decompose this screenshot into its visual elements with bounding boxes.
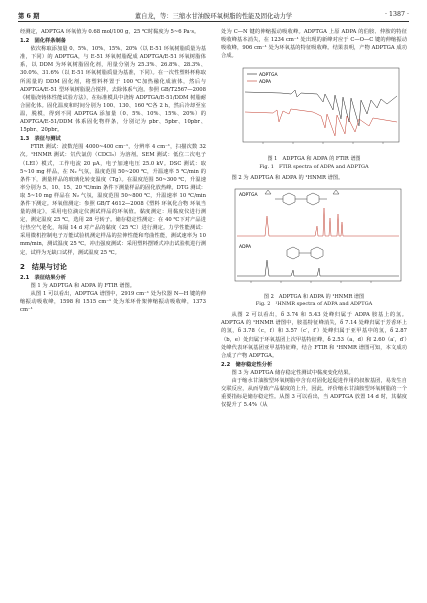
adptga-nmr-spectrum xyxy=(237,208,399,236)
paragraph: 图 2 为 ADPTGA 和 ADPA 的 ¹HNMR 谱图。 xyxy=(231,174,344,181)
section-heading-1-2: 1.2 固化样条制备 xyxy=(20,38,67,45)
figure-2-caption-en: Fig. 2 ¹HNMR spectra of ADPA and ADPTGA xyxy=(255,301,373,308)
figure-1-caption-en: Fig. 1 FTIR spectra of ADPA and ADPTGA xyxy=(259,163,369,170)
section-heading-2-2: 2.2 储存稳定性分析 xyxy=(221,361,273,368)
adpa-structure xyxy=(287,247,323,259)
paragraph: 经测定，ADPTGA 环氧值为 0.68 mol/100 g，25 ℃时黏度为 5~6 Pa·s。 xyxy=(20,29,200,35)
hnmr-spectra-plot xyxy=(221,186,407,294)
paragraph: 由于缩水甘油胺型环氧树脂中含有对固化起促进作用的叔胺基团，易发生自交联反应，从而导致产品黏度的上升，因此，评价缩水甘油胺型环氧树脂的一个重要指标是储存稳定性。从图 3 可以看出，当 ADPTGA 放置 14 d 时，其黏度仅提升了 5.4%（从 xyxy=(221,378,407,409)
paragraph: 依次称取添加量 0、5%、10%、15%、20%（以 E-51 环氧树脂质量为基准，下同）的 ADPTGA，与 E-51 环氧树脂配成 ADPTGA/E-51 环氧树脂体系，以 DDM 为环氧树脂固化剂，用量分别为 25.3%、26.8%、28.3%、30.0%、31.6%（以 E-51 环氧树脂质量为基准，下同）。在一次性塑料杯称取所需量的 DDM 固化剂，将塑料杯置于 100 ℃加热融化成液体，然后与 ADPTGA/E-51 型环氧树脂混合搅拌，去除体系气泡。参照 GB/T2567—2008《树脂浇铸体性能试验方法》，在标准模具中浇铸 ADPTGA/E-51/DDM 树脂耐合固化体。固化温度和时间分别为 100、130、160 ℃各 2 h，然后冷却至室温，脱模，得到不同 ADPTGA 添加量（0、5%、10%、15%、20%）的 ADPTGA/E-51/DDM 体系固化物样条，分别记为 pbr、5pbr、10pbr、15pbr、20pbr。 xyxy=(20,46,206,134)
section-heading-1-3: 1.3 表征与测试 xyxy=(20,136,61,143)
issue-number: 第 6 期 xyxy=(18,13,40,20)
paragraph: FTIR 测试：波数范围 4000~400 cm⁻¹，分辨率 4 cm⁻¹，扫描次数 32 次。¹HNMR 测试：氘代氯仿（CDCl₃）为溶剂。SEM 测试：低位二次电子（LEI）模式，工作电流 20 μA，电子加速电压 25.0 kV。DSC 测试：取 5~10 mg 样品，在 N₂ 气氛，温度范围 50~200 ℃，升温速率 5 ℃/min 的条件下，测量样品的玻璃化转变温度（Tg）。在温度范围 50~300 ℃，升温速率分别为 5、10、15、20 ℃/min 条件下测量样品的固化放热峰。DTG 测试：取 5~10 mg 样品在 N₂ 气氛，温度范围 50~800 ℃，升温速率 10 ℃/min 条件下测定。环氧值测定：参照 GB/T 4612—2008《塑料 环氧化合物 环氧当量的测定》，采用电位滴定仪测试样品的环氧值。黏度测定：用黏度仪进行测定，测定温度 25 ℃，选用 28 号转子。储存稳定性测定：在 40 ℃下对产品进行热空气老化，每隔 14 d 对产品的黏度（25 ℃）进行测定。力学性能测试：采用微机控制电子万能试验机测定样品的拉伸性能和弯曲性能，测试速率为 10 mm/min，测试温度 25 ℃。冲击强度测试：采用塑料摆锤式冲击试验机进行测定，试样为无缺口试样，测试温度 25 ℃。 xyxy=(20,144,206,256)
figure-1 xyxy=(221,64,407,170)
left-column xyxy=(20,28,206,314)
adptga-spectrum xyxy=(245,90,397,126)
nmr-label-adpa: ADPA xyxy=(239,244,252,250)
section-heading-2: 2 结果与讨论 xyxy=(20,262,67,271)
page-header xyxy=(18,10,409,22)
adpa-nmr-spectrum xyxy=(237,260,399,276)
legend-adpa: ADPA xyxy=(259,80,272,86)
paragraph: 处为 C—N 键的伸缩振动吸收峰。ADPTGA 上原 ADPA 的伯胺、仲胺的特征吸收峰基本消失，在 1234 cm⁻¹ 处出现的新峰对应于 C—O—C 键的伸缩振动吸收峰，906 cm⁻¹ 处为环氧基的特征吸收峰。结果表明，产物 ADPTGA 成功合成。 xyxy=(221,29,407,60)
paragraph: 从图 2 可以看出，δ 3.74 和 5.43 处峰归属于 ADPA 胺基上的氢。ADPTGA 的 ¹HNMR 谱图中，胺基特征峰消失，δ 7.14 处峰归属于芳香环上的氢，δ 3.78（c，f）和 3.57（c′，f′）处峰归属于亚甲基中的氢，δ 2.87（b，e）处归属于环氧基团上次甲基特征峰，δ 2.53（a，d）和 2.60（a′，d′）处峰代表环氧基团亚甲基特征峰，结合 FTIR 和 ¹HNMR 谱图可知，本文成功合成了产物 ADPTGA。 xyxy=(221,312,407,359)
paragraph: 图 3 为 ADPTGA 储存稳定性测试中黏度变化结果。 xyxy=(231,369,354,376)
paragraph: 从图 1 可以看出，ADPTGA 谱图中，2919 cm⁻¹ 处为仪器 N—H 键的伸缩振动吸收峰，1598 和 1515 cm⁻¹ 处为苯环骨架伸缩振动吸收峰，1373 cm⁻¹ xyxy=(20,290,206,313)
page-number: · 1387 · xyxy=(384,11,409,18)
paragraph: 图 1 为 ADPTGA 和 ADPA 的 FTIR 谱图。 xyxy=(30,282,135,289)
nmr-label-adptga: ADPTGA xyxy=(239,192,258,198)
figure-2 xyxy=(221,186,407,308)
adptga-structure xyxy=(265,190,339,205)
legend-adptga: ADPTGA xyxy=(259,73,278,79)
figure-2-caption-cn: 图 2 ADPTGA 和 ADPA 的 ¹HNMR 谱图 xyxy=(263,293,365,300)
figure-1-caption-cn: 图 1 ADPTGA 和 ADPA 的 FTIR 谱图 xyxy=(267,156,361,163)
adpa-spectrum xyxy=(245,109,397,136)
section-heading-2-1: 2.1 表征结果分析 xyxy=(20,274,67,281)
running-title: 董自龙，等：三缩水甘油胺环氧树脂的性能及固化动力学 xyxy=(134,13,293,20)
ftir-spectra-plot xyxy=(221,64,407,156)
right-column xyxy=(221,28,407,409)
